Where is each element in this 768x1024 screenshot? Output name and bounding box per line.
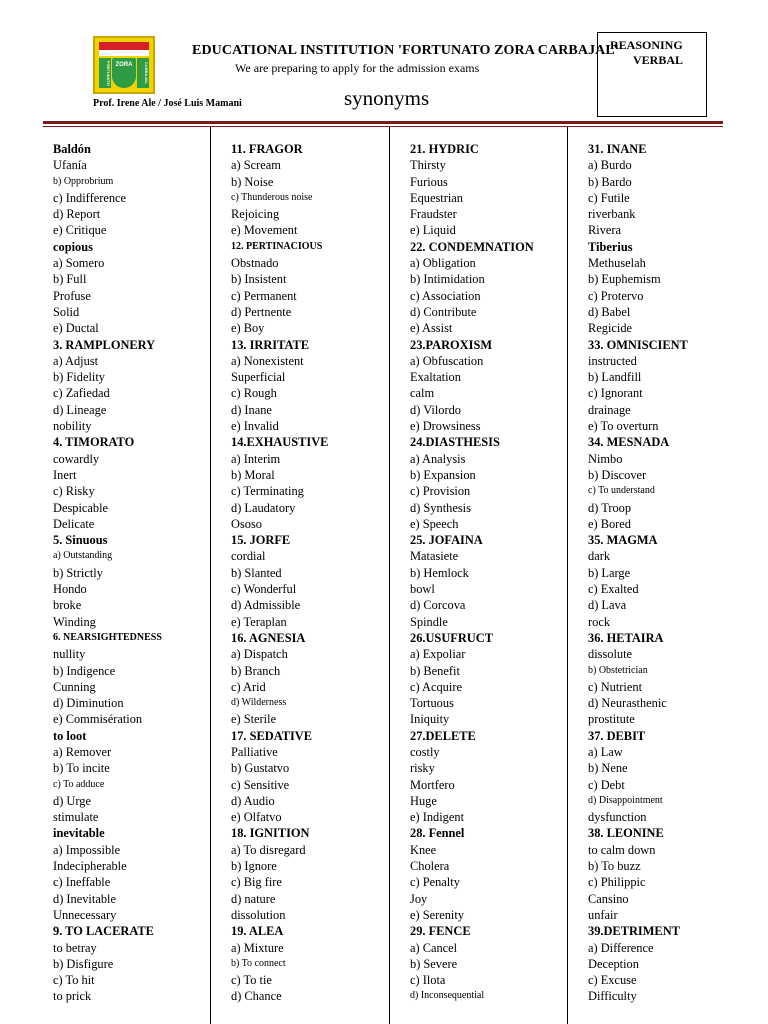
answer-option: b) To connect [231, 957, 286, 969]
question-heading: 39.DETRIMENT [588, 924, 680, 939]
column-divider [210, 127, 211, 1024]
logo-crest: ZORA [112, 58, 136, 88]
answer-option: b) Obstetrician [588, 664, 648, 676]
question-heading: 12. PERTINACIOUS [231, 240, 323, 252]
answer-option: e) To overturn [588, 419, 659, 434]
institution-subtitle: We are preparing to apply for the admission exams [235, 61, 480, 75]
question-heading: 6. NEARSIGHTEDNESS [53, 631, 162, 643]
question-heading: 28. Fennel [410, 826, 465, 841]
answer-option: d) Lineage [53, 402, 107, 417]
answer-option: b) Large [588, 565, 631, 580]
answer-option: c) Terminating [231, 484, 304, 499]
answer-option: c) Debt [588, 777, 625, 792]
question-heading: 29. FENCE [410, 924, 471, 939]
answer-option: Cansino [588, 891, 629, 906]
question-heading: 5. Sinuous [53, 533, 108, 548]
answer-option: Ososo [231, 516, 262, 531]
answer-option: b) Disfigure [53, 956, 114, 971]
answer-option: c) Rough [231, 386, 277, 401]
answer-option: b) Benefit [410, 663, 460, 678]
word-column-1 [53, 141, 208, 1005]
question-heading: 33. OMNISCIENT [588, 337, 688, 352]
answer-option: Cunning [53, 679, 96, 694]
question-heading: 19. ALEA [231, 924, 284, 939]
answer-option: a) Dispatch [231, 647, 288, 662]
answer-option: d) nature [231, 891, 276, 906]
answer-option: d) Vilordo [410, 402, 461, 417]
answer-option: b) Full [53, 272, 87, 287]
answer-option: c) Acquire [410, 679, 462, 694]
question-heading: 17. SEDATIVE [231, 728, 313, 743]
school-logo [93, 36, 155, 94]
answer-option: dissolute [588, 647, 633, 662]
answer-option: b) Bardo [588, 174, 632, 189]
answer-option: c) Protervo [588, 288, 644, 303]
answer-option: a) Adjust [53, 353, 99, 368]
answer-option: d) Diminution [53, 696, 124, 711]
answer-option: Fraudster [410, 207, 457, 222]
question-heading: 37. DEBIT [588, 728, 646, 743]
professors-line: Prof. Irene Ale / José Luis Mamani [93, 98, 242, 109]
answer-option: e) Assist [410, 321, 453, 336]
answer-option: b) Landfill [588, 370, 642, 385]
answer-option: e) Ductal [53, 321, 99, 336]
word-column-4 [588, 141, 743, 1005]
word-column-3 [410, 141, 565, 1005]
question-heading: 22. CONDEMNATION [410, 239, 534, 254]
answer-option: c) Ignorant [588, 386, 643, 401]
answer-option: Palliative [231, 744, 278, 759]
logo-left-text: FORTUNATO [99, 58, 111, 88]
answer-option: d) Neurasthenic [588, 696, 667, 711]
answer-option: Difficulty [588, 989, 637, 1004]
answer-option: Tortuous [410, 696, 454, 711]
answer-option: rock [588, 614, 611, 629]
column-divider [389, 127, 390, 1024]
answer-option: a) Obligation [410, 256, 476, 271]
question-heading: 34. MESNADA [588, 435, 670, 450]
answer-option: d) Audio [231, 793, 275, 808]
answer-option: e) Olfatvo [231, 810, 282, 825]
question-heading: 25. JOFAINA [410, 533, 483, 548]
question-heading: 4. TIMORATO [53, 435, 135, 450]
answer-option: b) Slanted [231, 565, 282, 580]
answer-option: a) Difference [588, 940, 654, 955]
answer-option: a) Cancel [410, 940, 458, 955]
answer-option: c) Wonderful [231, 582, 297, 597]
answer-option: dysfunction [588, 810, 647, 825]
answer-option: b) Severe [410, 956, 458, 971]
answer-option: d) Laudatory [231, 500, 296, 515]
answer-option: c) Sensitive [231, 777, 290, 792]
answer-option: bowl [410, 582, 435, 597]
answer-option: Ufanía [53, 158, 87, 173]
question-heading: 15. JORFE [231, 533, 291, 548]
question-heading: 9. TO LACERATE [53, 924, 154, 939]
subject-box-line-1: REASONING [610, 38, 683, 52]
answer-option: c) Risky [53, 484, 95, 499]
answer-option: d) Lava [588, 598, 627, 613]
answer-option: Unnecessary [53, 907, 117, 922]
subject-box [597, 32, 707, 117]
question-heading: Tiberius [588, 239, 633, 254]
answer-option: d) Corcova [410, 598, 466, 613]
answer-option: c) Indifference [53, 190, 127, 205]
question-heading: 13. IRRITATE [231, 337, 310, 352]
answer-option: Obstnado [231, 256, 279, 271]
answer-option: calm [410, 386, 435, 401]
answer-option: d) Report [53, 207, 101, 222]
question-heading: to loot [53, 728, 87, 743]
answer-option: e) Boy [231, 321, 265, 336]
answer-option: d) Inevitable [53, 891, 116, 906]
answer-option: c) Thunderous noise [231, 191, 313, 203]
answer-option: risky [410, 761, 435, 776]
answer-option: d) Urge [53, 793, 91, 808]
answer-option: b) Strictly [53, 565, 103, 580]
header-rule-thick [43, 121, 723, 124]
answer-option: Huge [410, 793, 437, 808]
answer-option: a) Scream [231, 158, 281, 173]
question-heading: 35. MAGMA [588, 533, 658, 548]
question-heading: 36. HETAIRA [588, 630, 664, 645]
answer-option: Despicable [53, 500, 109, 515]
answer-option: prostitute [588, 712, 635, 727]
answer-option: c) Permanent [231, 288, 297, 303]
answer-option: d) Synthesis [410, 500, 471, 515]
answer-option: stimulate [53, 810, 99, 825]
answer-option: Deception [588, 956, 639, 971]
header-rule-thin [43, 126, 723, 127]
answer-option: dark [588, 549, 611, 564]
answer-option: Superficial [231, 370, 286, 385]
answer-option: a) To disregard [231, 842, 306, 857]
answer-option: Spindle [410, 614, 448, 629]
answer-option: a) Obfuscation [410, 353, 484, 368]
answer-option: b) To incite [53, 761, 110, 776]
answer-option: b) Gustatvo [231, 761, 290, 776]
answer-option: b) Euphemism [588, 272, 661, 287]
document-title: synonyms [344, 86, 430, 110]
answer-option: a) Nonexistent [231, 353, 304, 368]
answer-option: Nimbo [588, 451, 623, 466]
answer-option: b) Intimidation [410, 272, 485, 287]
answer-option: d) Disappointment [588, 794, 663, 806]
answer-option: a) Impossible [53, 842, 121, 857]
answer-option: to prick [53, 989, 92, 1004]
answer-option: c) To understand [588, 485, 655, 497]
answer-option: Winding [53, 614, 96, 629]
answer-option: c) Zafiedad [53, 386, 110, 401]
answer-option: b) Discover [588, 467, 647, 482]
column-divider [567, 127, 568, 1024]
question-heading: Baldón [53, 142, 91, 156]
answer-option: cowardly [53, 451, 100, 466]
answer-option: c) Futile [588, 190, 630, 205]
answer-option: a) Mixture [231, 940, 284, 955]
answer-option: c) Arid [231, 679, 266, 694]
answer-option: Mortfero [410, 777, 455, 792]
answer-option: Equestrian [410, 190, 463, 205]
answer-option: a) Somero [53, 256, 105, 271]
answer-option: b) Expansion [410, 467, 476, 482]
answer-option: a) Outstanding [53, 550, 113, 562]
answer-option: d) Wilderness [231, 697, 287, 709]
answer-option: a) Remover [53, 744, 112, 759]
question-heading: 24.DIASTHESIS [410, 435, 500, 450]
answer-option: Solid [53, 304, 80, 319]
answer-option: c) To tie [231, 973, 272, 988]
answer-option: riverbank [588, 207, 636, 222]
answer-option: Exaltation [410, 370, 461, 385]
answer-option: b) Ignore [231, 859, 277, 874]
answer-option: Cholera [410, 859, 450, 874]
answer-option: b) Hemlock [410, 565, 469, 580]
answer-option: Delicate [53, 516, 95, 531]
answer-option: nullity [53, 647, 86, 662]
question-heading: 26.USUFRUCT [410, 630, 493, 645]
logo-red-band [99, 42, 149, 50]
question-heading: 21. HYDRIC [410, 142, 479, 156]
answer-option: c) Big fire [231, 875, 282, 890]
answer-option: c) To hit [53, 973, 95, 988]
answer-option: b) Nene [588, 761, 628, 776]
answer-option: c) To adduce [53, 778, 105, 790]
answer-option: c) Excuse [588, 973, 637, 988]
answer-option: d) Inconsequential [410, 990, 485, 1002]
answer-option: b) Fidelity [53, 370, 105, 385]
answer-option: b) Moral [231, 467, 275, 482]
answer-option: drainage [588, 402, 631, 417]
word-column-2 [231, 141, 386, 1005]
answer-option: Indecipherable [53, 859, 127, 874]
logo-right-text: CARBAJAL [137, 58, 149, 88]
question-heading: inevitable [53, 826, 105, 841]
answer-option: c) Exalted [588, 582, 639, 597]
answer-option: e) Bored [588, 516, 632, 531]
question-heading: 31. INANE [588, 142, 647, 156]
answer-option: e) Speech [410, 516, 459, 531]
question-heading: 16. AGNESIA [231, 630, 306, 645]
answer-option: e) Serenity [410, 907, 465, 922]
answer-option: e) Critique [53, 223, 107, 238]
answer-option: Regicide [588, 321, 633, 336]
answer-option: e) Indigent [410, 810, 465, 825]
answer-option: b) Indigence [53, 663, 116, 678]
answer-option: d) Troop [588, 500, 632, 515]
answer-option: b) Branch [231, 663, 281, 678]
answer-option: d) Pertnente [231, 304, 292, 319]
question-heading: 18. IGNITION [231, 826, 310, 841]
answer-option: Hondo [53, 582, 87, 597]
answer-option: e) Invalid [231, 419, 279, 434]
answer-option: e) Sterile [231, 712, 277, 727]
answer-option: d) Admissible [231, 598, 301, 613]
question-heading: copious [53, 239, 93, 254]
answer-option: Rejoicing [231, 207, 280, 222]
answer-option: a) Expoliar [410, 647, 466, 662]
answer-option: Joy [410, 891, 428, 906]
answer-option: broke [53, 598, 82, 613]
answer-option: e) Drowsiness [410, 419, 481, 434]
answer-option: to betray [53, 940, 97, 955]
answer-option: a) Law [588, 744, 623, 759]
answer-option: to calm down [588, 842, 656, 857]
answer-option: costly [410, 744, 440, 759]
answer-option: Profuse [53, 288, 91, 303]
subject-box-line-2: VERBAL [633, 53, 684, 67]
answer-option: unfair [588, 907, 618, 922]
answer-option: c) Ilota [410, 973, 446, 988]
answer-option: Methuselah [588, 256, 646, 271]
answer-option: Matasiete [410, 549, 459, 564]
answer-option: cordial [231, 549, 266, 564]
answer-option: nobility [53, 419, 92, 434]
answer-option: c) Provision [410, 484, 471, 499]
answer-option: Inert [53, 467, 77, 482]
question-heading: 23.PAROXISM [410, 337, 493, 352]
answer-option: Thirsty [410, 158, 446, 173]
answer-option: Iniquity [410, 712, 450, 727]
answer-option: a) Burdo [588, 158, 632, 173]
question-heading: 14.EXHAUSTIVE [231, 435, 329, 450]
question-heading: 27.DELETE [410, 728, 476, 743]
answer-option: instructed [588, 353, 637, 368]
answer-option: b) Opprobrium [53, 175, 114, 187]
answer-option: d) Contribute [410, 304, 477, 319]
answer-option: b) Noise [231, 174, 274, 189]
answer-option: d) Inane [231, 402, 272, 417]
answer-option: c) Association [410, 288, 481, 303]
answer-option: e) Teraplan [231, 614, 287, 629]
answer-option: b) To buzz [588, 859, 641, 874]
answer-option: c) Ineffable [53, 875, 111, 890]
institution-title: EDUCATIONAL INSTITUTION 'FORTUNATO ZORA CARBAJAL' [192, 43, 619, 58]
answer-option: b) Insistent [231, 272, 287, 287]
question-heading: 3. RAMPLONERY [53, 337, 156, 352]
logo-white-band [99, 50, 149, 56]
answer-option: Furious [410, 174, 448, 189]
answer-option: c) Penalty [410, 875, 460, 890]
question-heading: 38. LEONINE [588, 826, 664, 841]
answer-option: a) Analysis [410, 451, 466, 466]
answer-option: e) Commisération [53, 712, 143, 727]
answer-option: c) Philippic [588, 875, 646, 890]
answer-option: dissolution [231, 907, 286, 922]
question-heading: 11. FRAGOR [231, 142, 303, 156]
answer-option: a) Interim [231, 451, 281, 466]
answer-option: e) Liquid [410, 223, 456, 238]
answer-option: e) Movement [231, 223, 298, 238]
answer-option: Rivera [588, 223, 622, 238]
answer-option: c) Nutrient [588, 679, 643, 694]
answer-option: Knee [410, 842, 437, 857]
answer-option: d) Babel [588, 304, 631, 319]
answer-option: d) Chance [231, 989, 282, 1004]
